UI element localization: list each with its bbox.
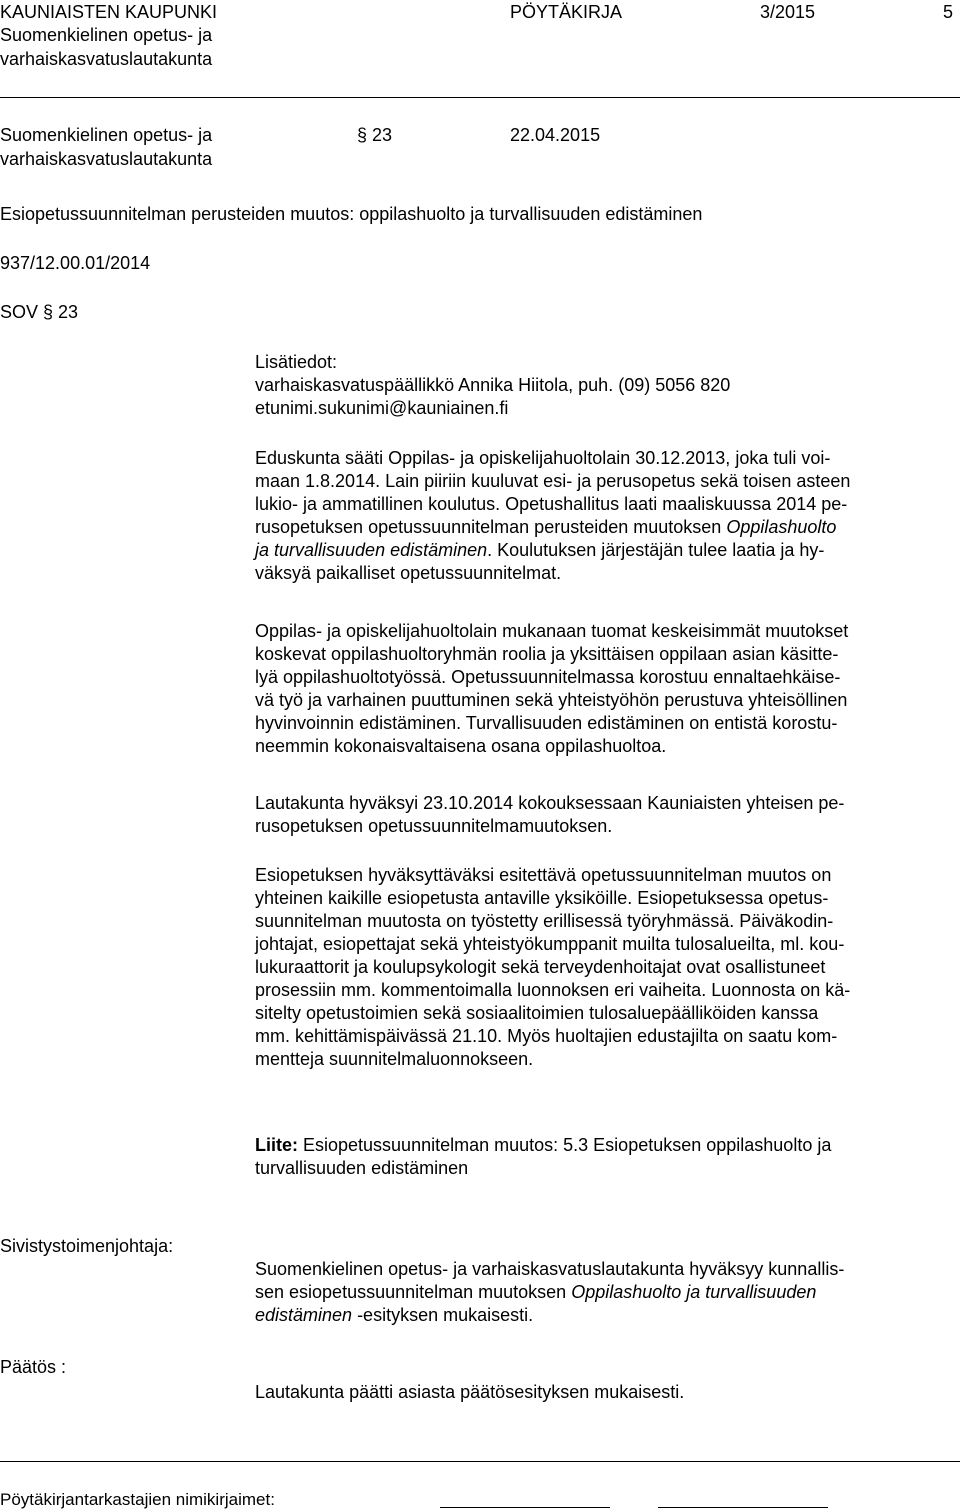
p4-line: mm. kehittämispäivässä 21.10. Myös huoltajien edustajilta on saatu kom- bbox=[255, 1026, 838, 1046]
proposal-line-text: -esityksen mukaisesti. bbox=[352, 1305, 534, 1325]
attachment-line bbox=[255, 1134, 935, 1157]
proposal-emphasis: Oppilashuolto ja turvallisuuden bbox=[571, 1282, 817, 1302]
decision-text: Lautakunta päätti asiasta päätösesityksen mukaisesti. bbox=[255, 1382, 685, 1402]
paragraph-3 bbox=[255, 792, 935, 838]
proposal-text bbox=[255, 1258, 935, 1327]
p1-line: lukio- ja ammatillinen koulutus. Opetushallitus laati maaliskuussa 2014 pe- bbox=[255, 494, 848, 514]
p1-emphasis: ja turvallisuuden edistäminen bbox=[255, 540, 488, 560]
footer-label: Pöytäkirjantarkastajien nimikirjaimet: bbox=[0, 1490, 275, 1509]
p4-line: mentteja suunnitelmaluonnokseen. bbox=[255, 1049, 534, 1069]
proposal-line: Suomenkielinen opetus- ja varhaiskasvatuslautakunta hyväksyy kunnallis- bbox=[255, 1259, 845, 1279]
initials-line-2 bbox=[658, 1507, 828, 1508]
paragraph-4 bbox=[255, 864, 935, 1071]
header-doc-number: 3/2015 bbox=[760, 2, 816, 22]
contact-person: varhaiskasvatuspäällikkö Annika Hiitola, puh. (09) 5056 820 bbox=[255, 375, 731, 395]
p2-line: koskevat oppilashuoltoryhmän roolia ja yksittäisen oppilaan asian käsitte- bbox=[255, 644, 839, 664]
meeting-date: 22.04.2015 bbox=[510, 125, 601, 145]
p4-line: lukuraattorit ja koulupsykologit sekä terveydenhoitajat ovat osallistuneet bbox=[255, 957, 826, 977]
header-body-line2: varhaiskasvatuslautakunta bbox=[0, 49, 213, 69]
p1-line-text: rusopetuksen opetussuunnitelman perusteiden muutoksen bbox=[255, 517, 722, 537]
p1-line: maan 1.8.2014. Lain piiriin kuuluvat esi- ja perusopetus sekä toisen asteen bbox=[255, 471, 851, 491]
p2-line: hyvinvoinnin edistäminen. Turvallisuuden edistäminen on entistä korostu- bbox=[255, 713, 838, 733]
paragraph-1 bbox=[255, 447, 935, 585]
p1-line: väksyä paikalliset opetussuunnitelmat. bbox=[255, 563, 562, 583]
header-body-line1: Suomenkielinen opetus- ja bbox=[0, 25, 213, 45]
p1-line bbox=[255, 516, 935, 539]
contact-email: etunimi.sukunimi@kauniainen.fi bbox=[255, 398, 509, 418]
proposal-emphasis: edistäminen bbox=[255, 1305, 353, 1325]
header-page-number: 5 bbox=[943, 2, 954, 22]
proposal-label: Sivistystoimenjohtaja: bbox=[0, 1236, 174, 1256]
p3-line: Lautakunta hyväksyi 23.10.2014 kokouksessaan Kauniaisten yhteisen pe- bbox=[255, 793, 845, 813]
header-org: KAUNIAISTEN KAUPUNKI bbox=[0, 2, 218, 22]
header-divider bbox=[0, 97, 960, 98]
meeting-body-line1: Suomenkielinen opetus- ja bbox=[0, 125, 213, 145]
header-doc-type: PÖYTÄKIRJA bbox=[510, 2, 623, 22]
p2-line: Oppilas- ja opiskelijahuoltolain mukanaan tuomat keskeisimmät muutokset bbox=[255, 621, 849, 641]
contact-label: Lisätiedot: bbox=[255, 352, 338, 372]
record-number: 937/12.00.01/2014 bbox=[0, 253, 151, 273]
attachment-line: turvallisuuden edistäminen bbox=[255, 1158, 469, 1178]
item-title: Esiopetussuunnitelman perusteiden muutos: oppilashuolto ja turvallisuuden edistäminen bbox=[0, 204, 703, 224]
decision-label: Päätös : bbox=[0, 1357, 67, 1377]
sov-section: SOV § 23 bbox=[0, 302, 79, 322]
section-number: § 23 bbox=[357, 125, 393, 145]
p4-line: yhteinen kaikille esiopetusta antaville yksiköille. Esiopetuksessa opetus- bbox=[255, 888, 829, 908]
paragraph-2 bbox=[255, 620, 935, 758]
p4-line: Esiopetuksen hyväksyttäväksi esitettävä opetussuunnitelman muutos on bbox=[255, 865, 832, 885]
p2-line: neemmin kokonaisvaltaisena osana oppilashuoltoa. bbox=[255, 736, 667, 756]
proposal-line-text: sen esiopetussuunnitelman muutoksen bbox=[255, 1282, 572, 1302]
initials-line-1 bbox=[440, 1507, 610, 1508]
p2-line: lyä oppilashuoltotyössä. Opetussuunnitelmassa korostuu ennaltaehkäise- bbox=[255, 667, 841, 687]
p1-line: Eduskunta sääti Oppilas- ja opiskelijahuoltolain 30.12.2013, joka tuli voi- bbox=[255, 448, 831, 468]
p4-line: prosessiin mm. kommentoimalla luonnoksen eri vaiheita. Luonnosta on kä- bbox=[255, 980, 851, 1000]
p1-line bbox=[255, 539, 935, 562]
attachment-label: Liite: bbox=[255, 1135, 298, 1155]
p4-line: suunnitelman muutosta on työstetty erillisessä työryhmässä. Päiväkodin- bbox=[255, 911, 834, 931]
attachment-text: Esiopetussuunnitelman muutos: 5.3 Esiopetuksen oppilashuolto ja bbox=[298, 1135, 832, 1155]
p3-line: rusopetuksen opetussuunnitelmamuutoksen. bbox=[255, 816, 613, 836]
p4-line: sitelty opetustoimien sekä sosiaalitoimien tulosaluepäälliköiden kanssa bbox=[255, 1003, 819, 1023]
p4-line: johtajat, esiopettajat sekä yhteistyökumppanit muilta tulosalueilta, ml. kou- bbox=[255, 934, 845, 954]
attachment bbox=[255, 1134, 935, 1180]
p1-line-text: . Koulutuksen järjestäjän tulee laatia ja hy- bbox=[487, 540, 825, 560]
p1-emphasis: Oppilashuolto bbox=[726, 517, 837, 537]
proposal-line bbox=[255, 1281, 935, 1304]
footer-divider bbox=[0, 1461, 960, 1462]
proposal-line bbox=[255, 1304, 935, 1327]
p2-line: vä työ ja varhainen puuttuminen sekä yhteistyöhön perustuva yhteisöllinen bbox=[255, 690, 848, 710]
meeting-body-line2: varhaiskasvatuslautakunta bbox=[0, 149, 213, 169]
